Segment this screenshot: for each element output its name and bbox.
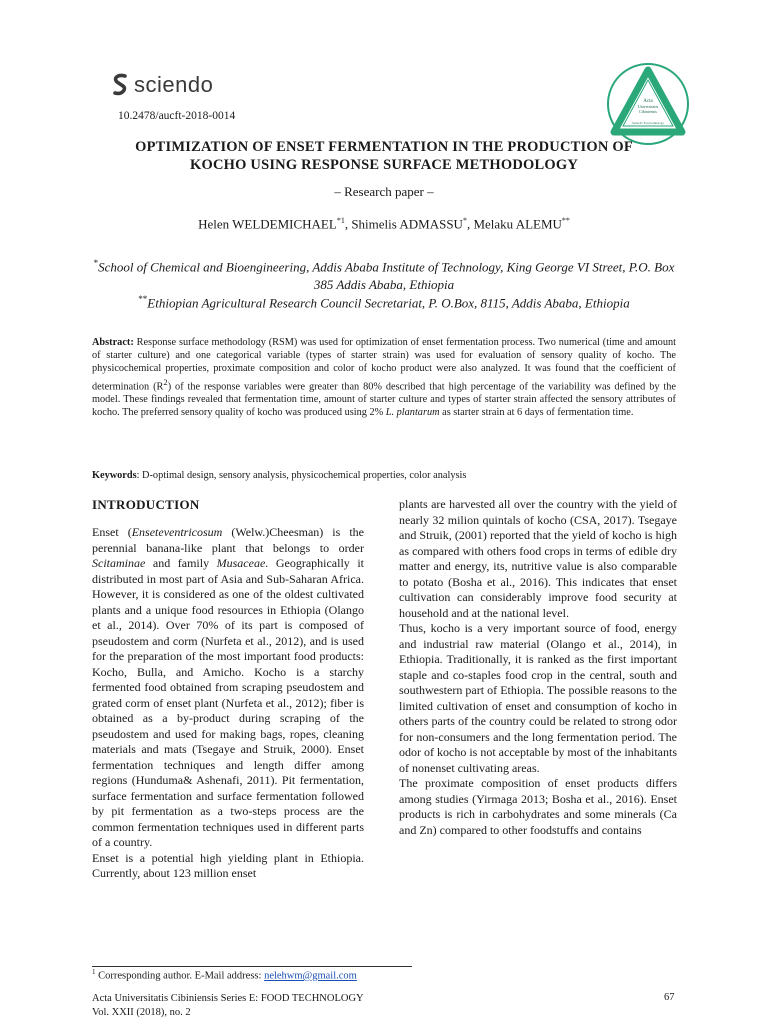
author-2-mark: * xyxy=(462,216,467,225)
author-list: Helen WELDEMICHAEL$^{*1}$, Shimelis ADMASSU*, Melaku ALEMU** xyxy=(198,216,570,232)
affiliation-1-text: School of Chemical and Bioengineering, Addis Ababa Institute of Technology, King George VI Street, P.O. Box 385 Addis Ababa, Ethiopia xyxy=(98,259,675,293)
body-italic: Enseteventricosum xyxy=(131,525,223,539)
abstract-text-1: Response surface methodology (RSM) was used for optimization of enset fermentation process. Two numerical (time and amount of starter culture) and one categorical variable (types of starter strain) was used for evaluation of sensory quality of kocho. The physicochemical properties, proximate composition and color of kocho product were also analyzed. It was found that the coefficient of determination (R xyxy=(92,337,676,393)
keywords xyxy=(92,469,676,482)
body-text: and family xyxy=(145,556,217,570)
paper-title xyxy=(92,138,676,174)
abstract-sup: 2 xyxy=(163,376,168,387)
body-paragraph: The proximate composition of enset products differs among studies (Yirmaga 2013; Bosha et al., 2016). Enset products is rich in carbohydrates and some minerals (Ca and Zn) compared to other foodstuffs and contains xyxy=(399,776,677,837)
affiliation-2-text: Ethiopian Agricultural Research Council Secretariat, P. O.Box, 8115, Addis Ababa, Ethiopia xyxy=(147,295,630,311)
title-line-2: KOCHO USING RESPONSE SURFACE METHODOLOGY xyxy=(189,157,578,173)
abstract-text-3: as starter strain at 6 days of fermentation time. xyxy=(439,407,634,419)
seal-line-2: Universitatis xyxy=(637,104,659,109)
keywords-label: Keywords xyxy=(92,470,137,481)
author-1: Helen WELDEMICHAEL xyxy=(198,216,337,232)
body-text: . Geographically it distributed in most part of Asia and Sub-Saharan Africa. However, it is considered as one of the oldest cultivated plants and a unique food resources in Ethiopia (Olango et al., 2014). Over 70% of its part is composed of pseudostem and corm (Nurfeta et al., 2012), and is used for the preparation of the most important food products: Kocho, Bulla, and Amicho. Kocho is a starchy fermented food obtained from scraping pseudostem and grated corm of enset plant (Nurfeta et al., 2012); fiber is obtained as a by-product during scraping of the pseudostem and used for making bags, ropes, cleaning materials and mats (Tsegaye and Struik, 2000). Enset fermentation techniques and length differ among regions (Hunduma& Ashenafi, 2011). Pit fermentation, surface fermentation and surface fermentation followed by pit fermentation as a two-steps process are the common fermentation techniques used in different parts of a country. xyxy=(92,556,365,849)
journal-seal-icon xyxy=(606,62,690,146)
footnote-mark: 1 xyxy=(92,968,96,976)
footnote-text: Corresponding author. E-Mail address: xyxy=(95,970,265,982)
page-number: 67 xyxy=(664,992,675,1003)
body-paragraph xyxy=(92,525,364,851)
footnote-divider xyxy=(92,966,412,967)
doi: 10.2478/aucft-2018-0014 xyxy=(118,110,236,122)
paper-type: – Research paper – xyxy=(334,184,434,199)
body-text: (Welw.)Cheesman) is the perennial banana-like plant that belongs to order xyxy=(92,525,364,555)
abstract-text-2: ) of the response variables were greater than 80% described that high percentage of the variability was defined by the model. These findings revealed that fermentation time, amount of starter culture and types of starter strain affected the sensory attributes of kocho. The preferred sensory quality of kocho was produced using 2% xyxy=(92,381,677,419)
body-text: Enset ( xyxy=(92,525,132,539)
author-3: Melaku ALEMU xyxy=(473,216,562,232)
seal-line-1: Acta xyxy=(643,99,653,104)
body-italic: Musaceae xyxy=(216,556,266,570)
affiliation-1 xyxy=(92,254,676,294)
section-heading-introduction: INTRODUCTION xyxy=(92,497,200,512)
author-3-mark: ** xyxy=(561,216,570,225)
body-paragraph: Enset is a potential high yielding plant in Ethiopia. Currently, about 123 million enset xyxy=(92,850,364,880)
abstract-label: Abstract: xyxy=(92,337,134,348)
body-column-right xyxy=(399,497,677,838)
abstract xyxy=(92,336,676,420)
affiliation-2-mark: ** xyxy=(138,294,148,304)
affiliation-2 xyxy=(92,290,676,312)
seal-line-4: Series E: Food technology xyxy=(632,121,664,125)
body-italic: Scitaminae xyxy=(92,556,146,570)
footnote xyxy=(92,968,357,982)
publisher-name: sciendo xyxy=(134,72,214,97)
affiliation-1-mark: * xyxy=(93,258,99,268)
sciendo-logo-icon xyxy=(110,73,130,97)
author-1-mark: *1 xyxy=(336,216,345,225)
footer-journal-line-2: Vol. XXII (2018), no. 2 xyxy=(92,1007,191,1018)
body-column-left xyxy=(92,525,364,882)
author-2: Shimelis ADMASSU xyxy=(351,216,463,232)
body-paragraph: plants are harvested all over the country with the yield of nearly 32 milion quintals of kocho (CSA, 2017). Tsegaye and Struik, (2001) reported that the yield of kocho is high as compared with others food crops in terms of edible dry matter and energy, its, nutritive value is also comparable to potato (Bosha et al., 2016). This indicates that enset cultivation can considerably improve food security at household and at the national level. xyxy=(399,497,677,620)
keywords-text: : D-optimal design, sensory analysis, physicochemical properties, color analysis xyxy=(136,470,467,481)
publisher-logo xyxy=(110,72,213,98)
seal-line-3: Cibiniensis xyxy=(638,109,658,114)
abstract-species: L. plantarum xyxy=(385,407,440,419)
title-line-1: OPTIMIZATION OF ENSET FERMENTATION IN THE PRODUCTION OF xyxy=(135,139,633,155)
footer-journal xyxy=(92,992,364,1020)
footer-journal-line-1: Acta Universitatis Cibiniensis Series E: FOOD TECHNOLOGY xyxy=(92,993,364,1004)
body-paragraph: Thus, kocho is a very important source of food, energy and industrial raw material (Olango et al., 2014), in Ethiopia. Traditionally, it is ranked as the first important staple and co-staples food crop in the central, south and southwestern part of Ethiopia. The possible reasons to the limited cultivation of enset and consumption of kocho in others parts of the country could be related to strong odor for non-consumers and the long fermentation period. The odor of kocho is not acceptable by most of the inhabitants of nonenset cultivating areas. xyxy=(399,621,677,775)
email-link[interactable]: nelehwm@gmail.com xyxy=(264,970,357,982)
